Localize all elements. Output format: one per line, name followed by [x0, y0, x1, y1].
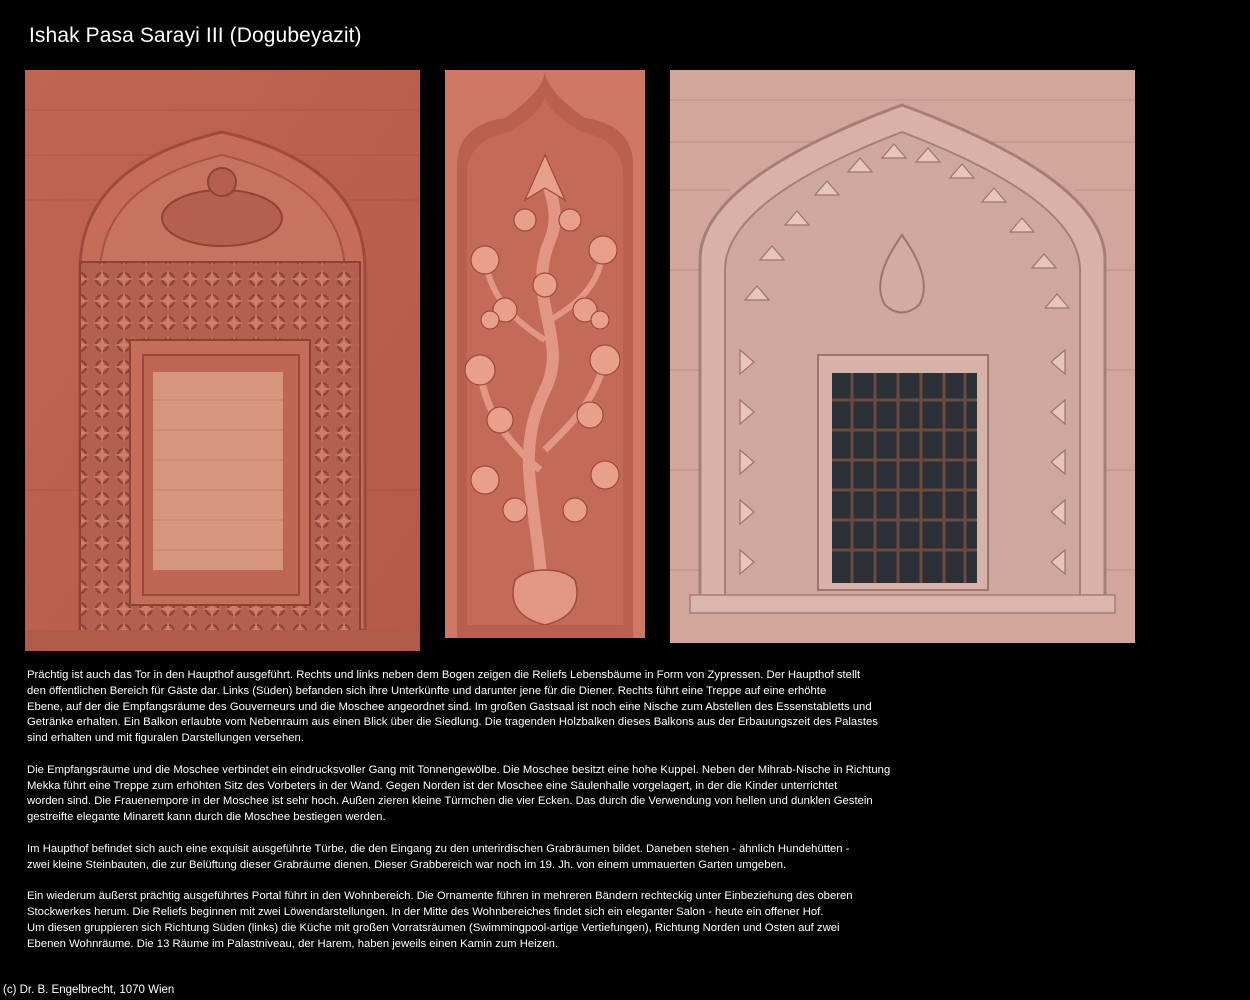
paragraph-1 — [27, 668, 957, 747]
text-line: Um diesen gruppieren sich Richtung Süden (links) die Küche mit großen Vorratsräumen (Swimmingpool-artige Vertiefungen), Richtung Norden und Osten auf zwei — [27, 921, 840, 934]
text-line: Mekka führt eine Treppe zum erhöhten Sitz des Vorbeters in der Wand. Gegen Norden ist der Moschee eine Säulenhalle vorgelagert, in der die Kinder unterrichtet — [27, 779, 838, 792]
paragraph-2 — [27, 763, 957, 826]
description-text — [27, 668, 957, 968]
copyright-footer: (c) Dr. B. Engelbrecht, 1070 Wien — [3, 984, 175, 996]
text-line: Prächtig ist auch das Tor in den Haupthof ausgeführt. Rechts und links neben dem Bogen zeigen die Reliefs Lebensbäume in Form von Zypressen. Der Haupthof stellt — [27, 669, 861, 681]
text-line: Im Haupthof befindet sich auch eine exquisit ausgeführte Türbe, die den Eingang zu den unterirdischen Grabräumen bildet. Daneben stehen - ähnlich Hundehütten - — [27, 842, 850, 855]
paragraph-3 — [27, 842, 957, 874]
text-line: den öffentlichen Bereich für Gäste dar. Links (Süden) befanden sich ihre Unterkünfte und darunter jene für die Diener. Rechts führt eine Treppe auf eine erhöhte — [27, 684, 827, 697]
text-line: Stockwerkes herum. Die Reliefs beginnen mit zwei Löwendarstellungen. In der Mitte des Wohnbereiches findet sich ein eleganter Salon - heute ein offener Hof. — [27, 905, 824, 918]
text-line: zwei kleine Steinbauten, die zur Belüftung dieser Grabräume dienen. Dieser Grabbereich war noch im 19. Jh. von einem ummauerten Garten umgeben. — [27, 858, 787, 871]
page-title: Ishak Pasa Sarayi III (Dogubeyazit) — [29, 24, 362, 47]
text-line: Getränke erhalten. Ein Balkon erlaubte vom Nebenraum aus einen Blick über die Siedlung. Die tragenden Holzbalken dieses Balkons aus der Erbauungszeit des Palastes — [27, 716, 878, 729]
text-line: Die Empfangsräume und die Moschee verbindet ein eindrucksvoller Gang mit Tonnengewölbe. Die Moschee besitzt eine hohe Kuppel. Neben der Mihrab-Nische in Richtung — [27, 763, 891, 776]
arched-window-niche-photo — [670, 70, 1135, 643]
text-line: sind erhalten und mit figuralen Darstellungen versehen. — [27, 732, 304, 745]
text-line: worden sind. Die Frauenempore in der Moschee ist sehr hoch. Außen zieren kleine Türmchen die vier Ecken. Das durch die Verwendung von hellen und dunklen Gestein — [27, 795, 873, 808]
text-line: Ebene, auf der die Empfangsräume des Gouverneurs und die Moschee angeordnet sind. Im großen Gastsaal ist noch eine Nische zum Abstellen des Essenstabletts und — [27, 700, 872, 713]
text-line: Ein wiederum äußerst prächtig ausgeführtes Portal führt in den Wohnbereich. Die Ornamente führen in mehreren Bändern rechteckig unter Einbeziehung des oberen — [27, 890, 853, 903]
text-line: gestreifte elegante Minarett kann durch die Moschee bestiegen werden. — [27, 811, 386, 824]
paragraph-4 — [27, 889, 957, 952]
carved-portal-window-photo — [25, 70, 420, 651]
text-line: Ebenen Wohnräume. Die 13 Räume im Palastniveau, der Harem, haben jeweils einen Kamin zum Heizen. — [27, 937, 559, 950]
tree-of-life-relief-photo — [445, 70, 645, 638]
